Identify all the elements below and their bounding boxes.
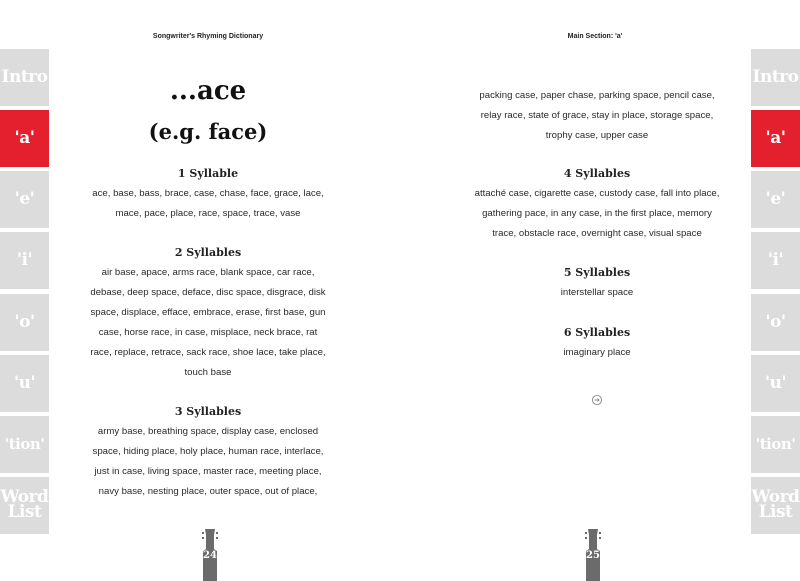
- rhyme-line: case, horse race, in case, misplace, neck brace, rat: [98, 327, 318, 338]
- left-tab-strip: [0, 49, 49, 534]
- page-number-left: 24: [203, 550, 217, 561]
- tab-word-list[interactable]: Word List: [751, 477, 800, 534]
- section-heading: 2 Syllables: [174, 246, 242, 259]
- rhyme-line: relay race, state of grace, stay in place, storage space,: [480, 110, 714, 121]
- headword-example: (e.g. face): [148, 119, 268, 144]
- tab-i[interactable]: 'i': [751, 232, 800, 289]
- rhyme-line: mace, pace, place, race, space, trace, vase: [115, 208, 301, 219]
- rhyme-line: attaché case, cigarette case, custody case, fall into place,: [474, 188, 720, 199]
- rhyme-line: space, hiding place, holy place, human race, interlace,: [92, 446, 324, 457]
- tab-u[interactable]: 'u': [751, 355, 800, 412]
- section-heading: 1 Syllable: [177, 167, 239, 180]
- section-6-syllables: [466, 323, 728, 363]
- tab-intro[interactable]: Intro: [0, 49, 49, 106]
- tab-intro[interactable]: Intro: [751, 49, 800, 106]
- rhyme-line: navy base, nesting place, outer space, out of place,: [98, 486, 318, 497]
- section-1-syllable: [78, 164, 338, 224]
- running-head-right: Main Section: 'a': [567, 33, 623, 40]
- rhyme-line: trace, obstacle race, overnight case, visual space: [492, 228, 702, 239]
- rhyme-line: gathering pace, in any case, in the first place, memory: [482, 208, 712, 219]
- rhyme-line: ace, base, bass, brace, case, chase, face, grace, lace,: [92, 188, 324, 199]
- rhyme-line: packing case, paper chase, parking space, pencil case,: [479, 90, 715, 101]
- continuation-block: [466, 86, 728, 146]
- tab-e[interactable]: 'e': [0, 171, 49, 228]
- tab-word-list[interactable]: Word List: [0, 477, 49, 534]
- tab-tion[interactable]: 'tion': [751, 416, 800, 473]
- headword: ...ace: [169, 76, 247, 106]
- tab-a[interactable]: 'a': [751, 110, 800, 167]
- tab-o[interactable]: 'o': [751, 294, 800, 351]
- rhyme-line: debase, deep space, deface, disc space, disgrace, disk: [90, 287, 326, 298]
- right-tab-strip: [751, 49, 800, 534]
- section-4-syllables: [466, 164, 728, 244]
- continue-arrow-icon[interactable]: [591, 393, 603, 405]
- section-2-syllables: [78, 243, 338, 383]
- tab-i[interactable]: 'i': [0, 232, 49, 289]
- rhyme-line: just in case, living space, master race, meeting place,: [94, 466, 322, 477]
- page-number-right: 25: [586, 550, 600, 561]
- rhyme-line: space, displace, efface, embrace, erase, first base, gun: [90, 307, 326, 318]
- section-heading: 4 Syllables: [563, 167, 631, 180]
- tab-a[interactable]: 'a': [0, 110, 49, 167]
- tab-tion[interactable]: 'tion': [0, 416, 49, 473]
- section-3-syllables: [78, 402, 338, 502]
- section-heading: 3 Syllables: [174, 405, 242, 418]
- tab-e[interactable]: 'e': [751, 171, 800, 228]
- guitar-icon: [197, 529, 223, 581]
- section-heading: 6 Syllables: [563, 326, 631, 339]
- rhyme-line: air base, apace, arms race, blank space, car race,: [101, 267, 315, 278]
- guitar-icon: [580, 529, 606, 581]
- tab-o[interactable]: 'o': [0, 294, 49, 351]
- rhyme-line: trophy case, upper case: [545, 130, 649, 141]
- section-5-syllables: [466, 263, 728, 303]
- rhyme-line: army base, breathing space, display case, enclosed: [97, 426, 319, 437]
- tab-u[interactable]: 'u': [0, 355, 49, 412]
- rhyme-line: imaginary place: [563, 347, 631, 358]
- section-heading: 5 Syllables: [563, 266, 631, 279]
- rhyme-line: interstellar space: [560, 287, 634, 298]
- rhyme-line: race, replace, retrace, sack race, shoe lace, take place,: [90, 347, 326, 358]
- rhyme-line: touch base: [184, 367, 232, 378]
- running-head-left: Songwriter's Rhyming Dictionary: [152, 33, 264, 40]
